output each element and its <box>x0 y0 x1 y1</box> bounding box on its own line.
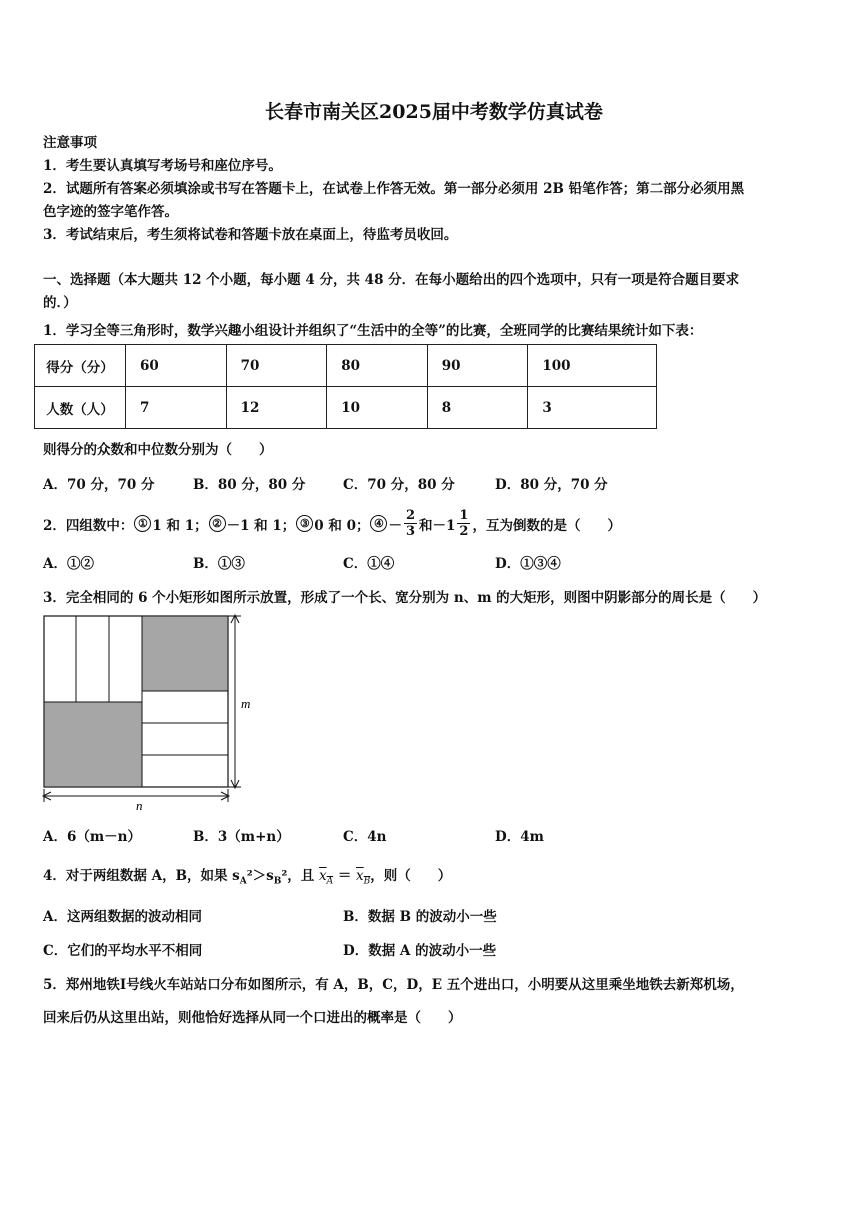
note-3: 3．考试结束后，考生须将试卷和答题卡放在桌面上，待监考员收回。 <box>43 227 458 243</box>
label-m: m <box>241 696 251 711</box>
table-cell: 80 <box>327 345 428 387</box>
q3-option-a: A．6（m－n） <box>43 829 141 845</box>
subscript-a: A <box>239 876 247 887</box>
q1-option-c: C．70 分，80 分 <box>343 477 455 493</box>
q3-option-c: C．4n <box>343 829 387 845</box>
q2-pair-3: 0 和 0； <box>314 517 370 534</box>
q4-option-d: D．数据 A 的波动小一些 <box>343 943 497 959</box>
q1-option-a: A．70 分，70 分 <box>43 477 155 493</box>
mean-xa <box>319 868 334 887</box>
table-cell: 8 <box>427 387 528 429</box>
q3-stem: 3．完全相同的 6 个小矩形如图所示放置，形成了一个长、宽分别为 n、m 的大矩形，则图中阴影部分的周长是（ ） <box>43 590 767 606</box>
q5-line-2: 回来后仍从这里出站，则他恰好选择从同一个口进出的概率是（ ） <box>43 1010 462 1026</box>
circled-1: ① <box>134 515 151 532</box>
table-row <box>35 387 657 429</box>
table-cell: 90 <box>427 345 528 387</box>
fraction-numerator: 1 <box>459 508 469 523</box>
note-1: 1．考生要认真填写考场号和座位序号。 <box>43 158 282 174</box>
q1-stem: 1．学习全等三角形时，数学兴趣小组设计并组织了“生活中的全等”的比赛，全班同学的比赛结果统计如下表： <box>43 323 703 339</box>
q4-stem <box>43 864 451 887</box>
q3-option-b: B．3（m+n） <box>193 829 290 845</box>
q1-ask: 则得分的众数和中位数分别为（ ） <box>43 442 273 458</box>
circled-3: ③ <box>296 515 313 532</box>
mean-symbol: x <box>319 868 327 884</box>
q2-suffix: ，互为倒数的是（ ） <box>472 517 621 534</box>
circled-2: ② <box>209 515 226 532</box>
q1-option-d: D．80 分，70 分 <box>495 477 608 493</box>
mean-subscript: B <box>363 876 371 887</box>
fraction-one-half <box>457 508 470 539</box>
mean-subscript: A <box>326 876 334 887</box>
q4-option-c: C．它们的平均水平不相同 <box>43 943 203 959</box>
table-cell: 3 <box>528 387 657 429</box>
q2-option-d: D．①③④ <box>495 556 561 572</box>
table-cell: 60 <box>126 345 227 387</box>
circled-4: ④ <box>370 515 387 532</box>
section-heading: 一、选择题（本大题共 12 个小题，每小题 4 分，共 48 分．在每小题给出的四个选项中，只有一项是符合题目要求 <box>43 272 740 288</box>
shaded-region-top <box>142 616 228 691</box>
label-n: n <box>136 798 143 813</box>
table-row <box>35 345 657 387</box>
table-cell: 70 <box>226 345 327 387</box>
shaded-region-bottom <box>44 702 142 787</box>
note-2-cont: 色字迹的签字笔作答。 <box>43 204 178 220</box>
rectangle-figure <box>36 610 256 816</box>
q4-post: ²，且 <box>281 868 315 884</box>
q4-mid: ²＞s <box>246 868 274 884</box>
table-cell: 7 <box>126 387 227 429</box>
q4-option-a: A．这两组数据的波动相同 <box>43 909 202 925</box>
q2-and: 和－1 <box>419 517 456 534</box>
q3-option-d: D．4m <box>495 829 544 845</box>
q2-prefix: 2．四组数中： <box>43 517 134 534</box>
fraction-numerator: 2 <box>405 508 416 523</box>
equals-sign: ＝ <box>337 868 352 884</box>
q1-option-b: B．80 分，80 分 <box>193 477 306 493</box>
fraction-denominator: 3 <box>405 524 416 539</box>
mean-xb <box>356 868 371 887</box>
score-table <box>34 344 657 429</box>
notes-heading: 注意事项 <box>43 135 97 151</box>
table-cell: 100 <box>528 345 657 387</box>
q2-pair-2: －1 和 1； <box>226 517 296 534</box>
q4-option-b: B．数据 B 的波动小一些 <box>343 909 497 925</box>
q4-end: ，则（ ） <box>370 868 452 884</box>
q2-pair-1: 1 和 1； <box>152 517 208 534</box>
section-heading-cont: 的．） <box>43 295 77 311</box>
note-2: 2．试题所有答案必须填涂或书写在答题卡上，在试卷上作答无效。第一部分必须用 2B 铅笔作答；第二部分必须用黑 <box>43 181 745 197</box>
mean-symbol: x <box>356 868 364 884</box>
table-cell: 得分（分） <box>35 345 126 387</box>
table-cell: 12 <box>226 387 327 429</box>
fraction-denominator: 2 <box>459 524 469 539</box>
fraction-two-thirds <box>404 508 417 539</box>
subscript-b: B <box>273 876 282 887</box>
table-cell: 10 <box>327 387 428 429</box>
table-cell: 人数（人） <box>35 387 126 429</box>
q4-pre: 4．对于两组数据 A，B，如果 s <box>43 868 240 884</box>
q2-stem <box>43 508 621 539</box>
q2-minus: － <box>388 517 402 534</box>
q2-option-c: C．①④ <box>343 556 395 572</box>
exam-title: 长春市南关区2025届中考数学仿真试卷 <box>265 101 603 123</box>
q2-option-a: A．①② <box>43 556 94 572</box>
q2-option-b: B．①③ <box>193 556 245 572</box>
q5-line-1: 5．郑州地铁Ⅰ号线火车站站口分布如图所示，有 A，B，C，D，E 五个进出口，小明要从这里乘坐地铁去新郑机场， <box>43 977 744 993</box>
